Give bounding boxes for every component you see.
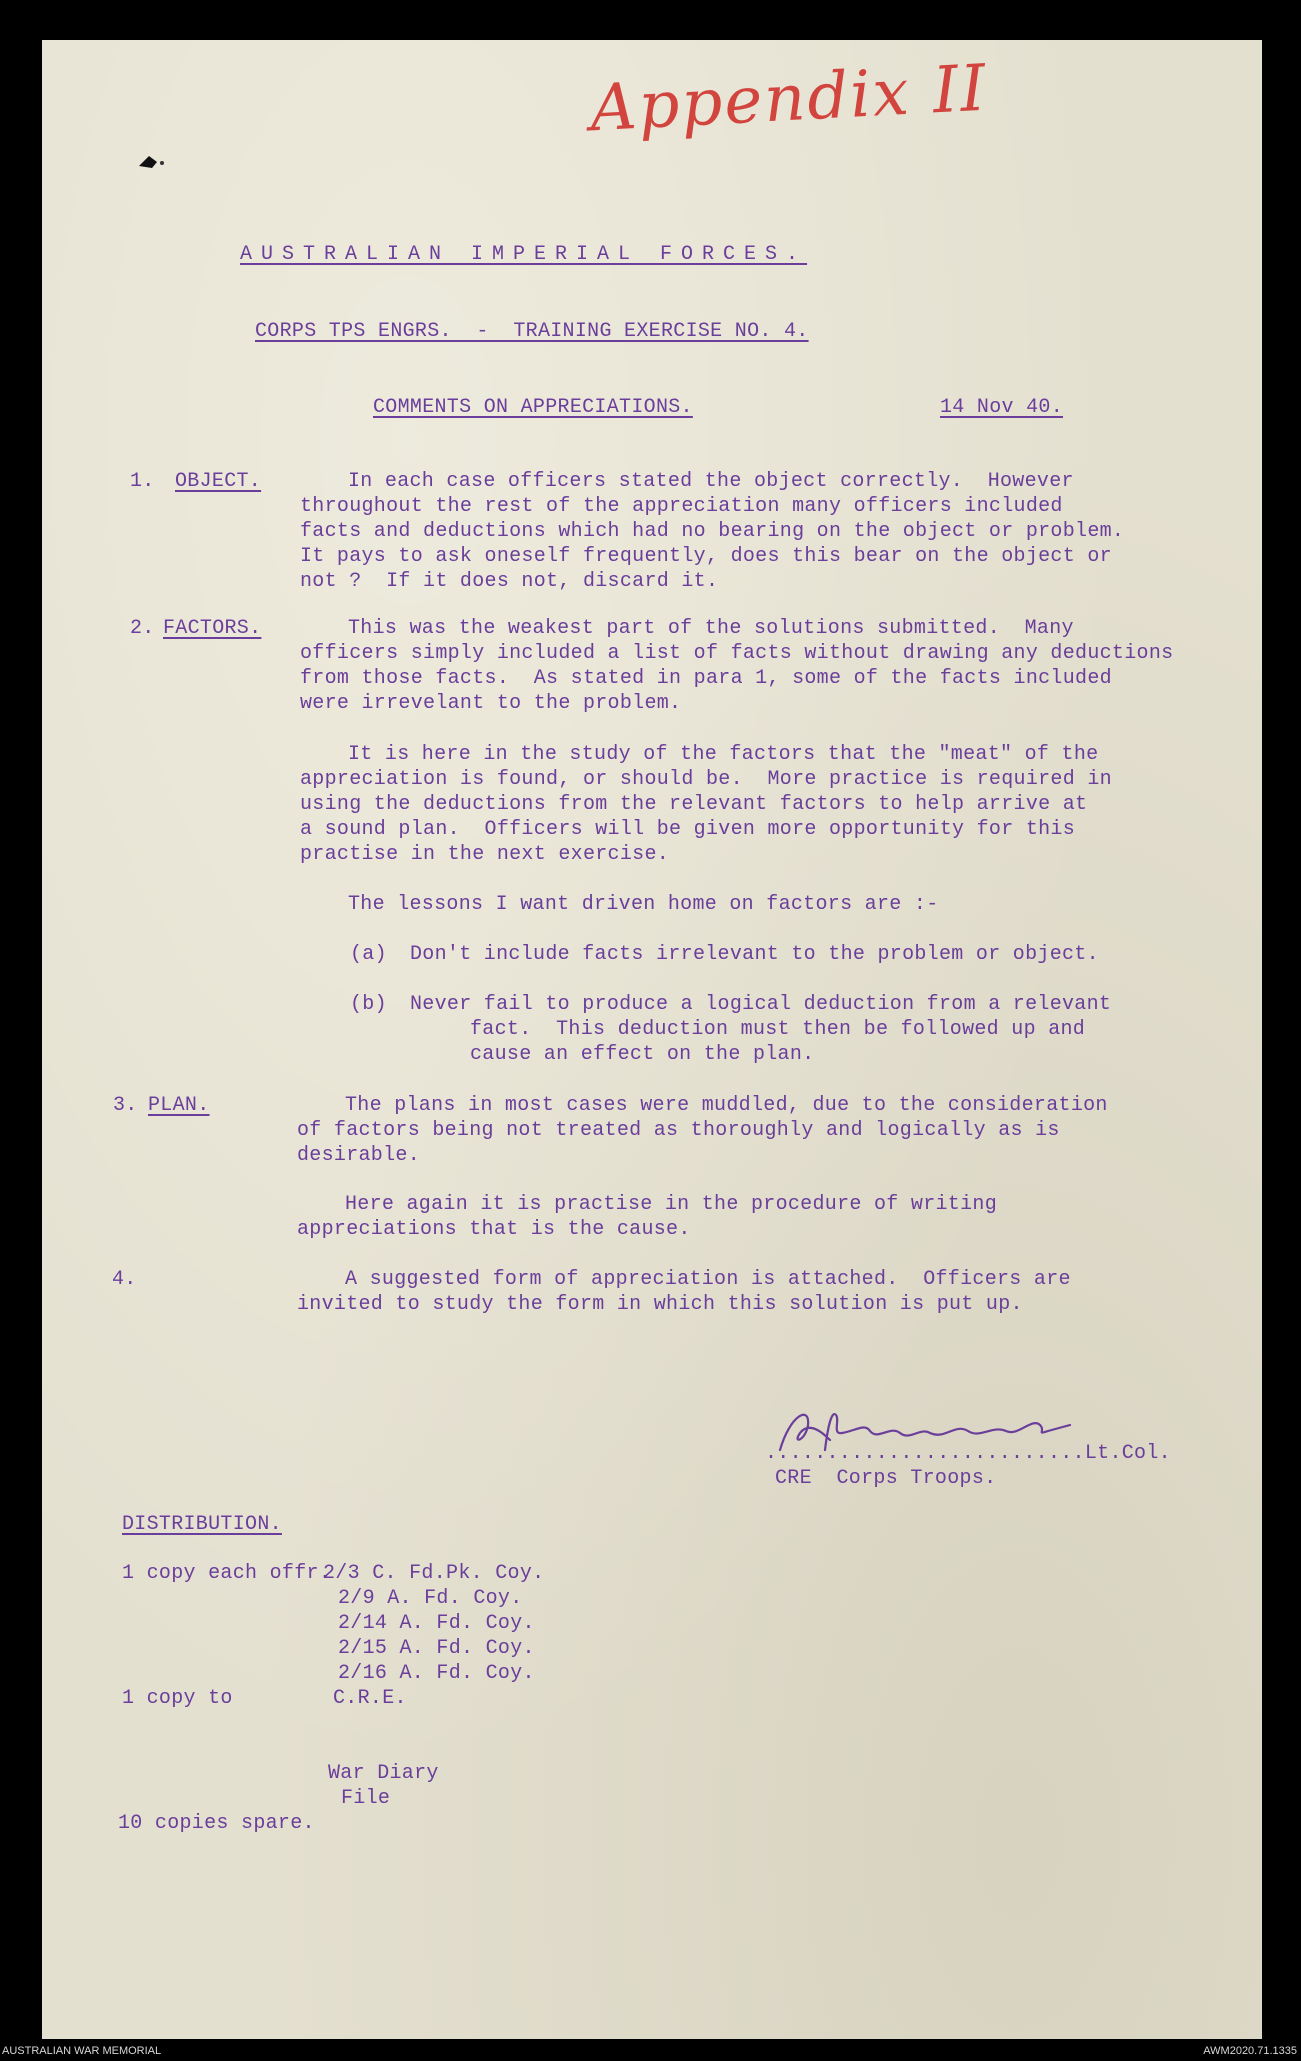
section-1-heading: OBJECT. bbox=[175, 470, 262, 493]
section-4-line: invited to study the form in which this solution is put up. bbox=[297, 1293, 1023, 1316]
distribution-each-label: 1 copy each offr. bbox=[122, 1562, 332, 1585]
signature-line: ..........................Lt.Col. bbox=[765, 1442, 1171, 1465]
distribution-unit: 2/15 A. Fd. Coy. bbox=[338, 1637, 535, 1660]
header-date: 14 Nov 40. bbox=[940, 396, 1064, 419]
signature-title: CRE Corps Troops. bbox=[775, 1467, 997, 1490]
header-exercise: CORPS TPS ENGRS. - TRAINING EXERCISE NO. 4. bbox=[255, 320, 809, 343]
section-2-line: This was the weakest part of the solutions submitted. Many bbox=[348, 617, 1074, 640]
distribution-unit: 2/16 A. Fd. Coy. bbox=[338, 1662, 535, 1685]
section-3-line: of factors being not treated as thoroughly and logically as is bbox=[297, 1119, 1060, 1142]
section-2-line: were irrevelant to the problem. bbox=[300, 692, 682, 715]
distribution-unit: 2/14 A. Fd. Coy. bbox=[338, 1612, 535, 1635]
section-4-number: 4. bbox=[112, 1268, 137, 1291]
section-2-line: officers simply included a list of facts without drawing any deductions bbox=[300, 642, 1174, 665]
lessons-intro: The lessons I want driven home on factors are :- bbox=[348, 893, 939, 916]
section-1-line: In each case officers stated the object correctly. However bbox=[348, 470, 1074, 493]
copy-to-label: 1 copy to bbox=[122, 1687, 233, 1710]
section-1-line: facts and deductions which had no bearing on the object or problem. bbox=[300, 520, 1125, 543]
distribution-unit: 2/9 A. Fd. Coy. bbox=[338, 1587, 523, 1610]
copy-to-recipient: War Diary bbox=[328, 1762, 439, 1785]
lesson-b-line: cause an effect on the plan. bbox=[470, 1043, 815, 1066]
footer-accession-number: AWM2020.71.1335 bbox=[1203, 2045, 1297, 2057]
section-3-number: 3. bbox=[113, 1094, 138, 1117]
lesson-a-label: (a) bbox=[350, 943, 387, 966]
section-3-line: Here again it is practise in the procedure of writing bbox=[345, 1193, 998, 1216]
section-2-heading: FACTORS. bbox=[163, 617, 262, 640]
spare-copies: 10 copies spare. bbox=[118, 1812, 315, 1835]
header-subject: COMMENTS ON APPRECIATIONS. bbox=[373, 396, 693, 419]
section-2-line: It is here in the study of the factors that the "meat" of the bbox=[348, 743, 1099, 766]
section-2-line: appreciation is found, or should be. More practice is required in bbox=[300, 768, 1112, 791]
section-1-line: throughout the rest of the appreciation many officers included bbox=[300, 495, 1063, 518]
appendix-annotation: Appendix II bbox=[588, 51, 990, 147]
header-title: AUSTRALIAN IMPERIAL FORCES. bbox=[240, 243, 808, 266]
section-3-heading: PLAN. bbox=[148, 1094, 210, 1117]
section-1-line: not ? If it does not, discard it. bbox=[300, 570, 719, 593]
section-2-number: 2. bbox=[130, 617, 155, 640]
section-4-line: A suggested form of appreciation is attached. Officers are bbox=[345, 1268, 1071, 1291]
section-2-line: from those facts. As stated in para 1, some of the facts included bbox=[300, 667, 1112, 690]
section-3-line: desirable. bbox=[297, 1144, 421, 1167]
section-2-line: using the deductions from the relevant factors to help arrive at bbox=[300, 793, 1088, 816]
section-3-line: The plans in most cases were muddled, due to the consideration bbox=[345, 1094, 1108, 1117]
lesson-b-line: fact. This deduction must then be followed up and bbox=[470, 1018, 1086, 1041]
lesson-b-line: Never fail to produce a logical deduction from a relevant bbox=[410, 993, 1112, 1016]
section-1-line: It pays to ask oneself frequently, does this bear on the object or bbox=[300, 545, 1112, 568]
footer-source: AUSTRALIAN WAR MEMORIAL bbox=[2, 2045, 162, 2057]
lesson-b-label: (b) bbox=[350, 993, 387, 1016]
section-2-line: practise in the next exercise. bbox=[300, 843, 670, 866]
section-2-line: a sound plan. Officers will be given more opportunity for this bbox=[300, 818, 1076, 841]
section-1-number: 1. bbox=[130, 470, 155, 493]
copy-to-recipient: C.R.E. bbox=[333, 1687, 407, 1710]
lesson-a-text: Don't include facts irrelevant to the problem or object. bbox=[410, 943, 1099, 966]
distribution-heading: DISTRIBUTION. bbox=[122, 1513, 282, 1536]
punch-hole-mark bbox=[137, 152, 167, 172]
copy-to-recipient: File bbox=[341, 1787, 391, 1810]
distribution-unit: 2/3 C. Fd.Pk. Coy. bbox=[323, 1562, 545, 1585]
section-3-line: appreciations that is the cause. bbox=[297, 1218, 691, 1241]
